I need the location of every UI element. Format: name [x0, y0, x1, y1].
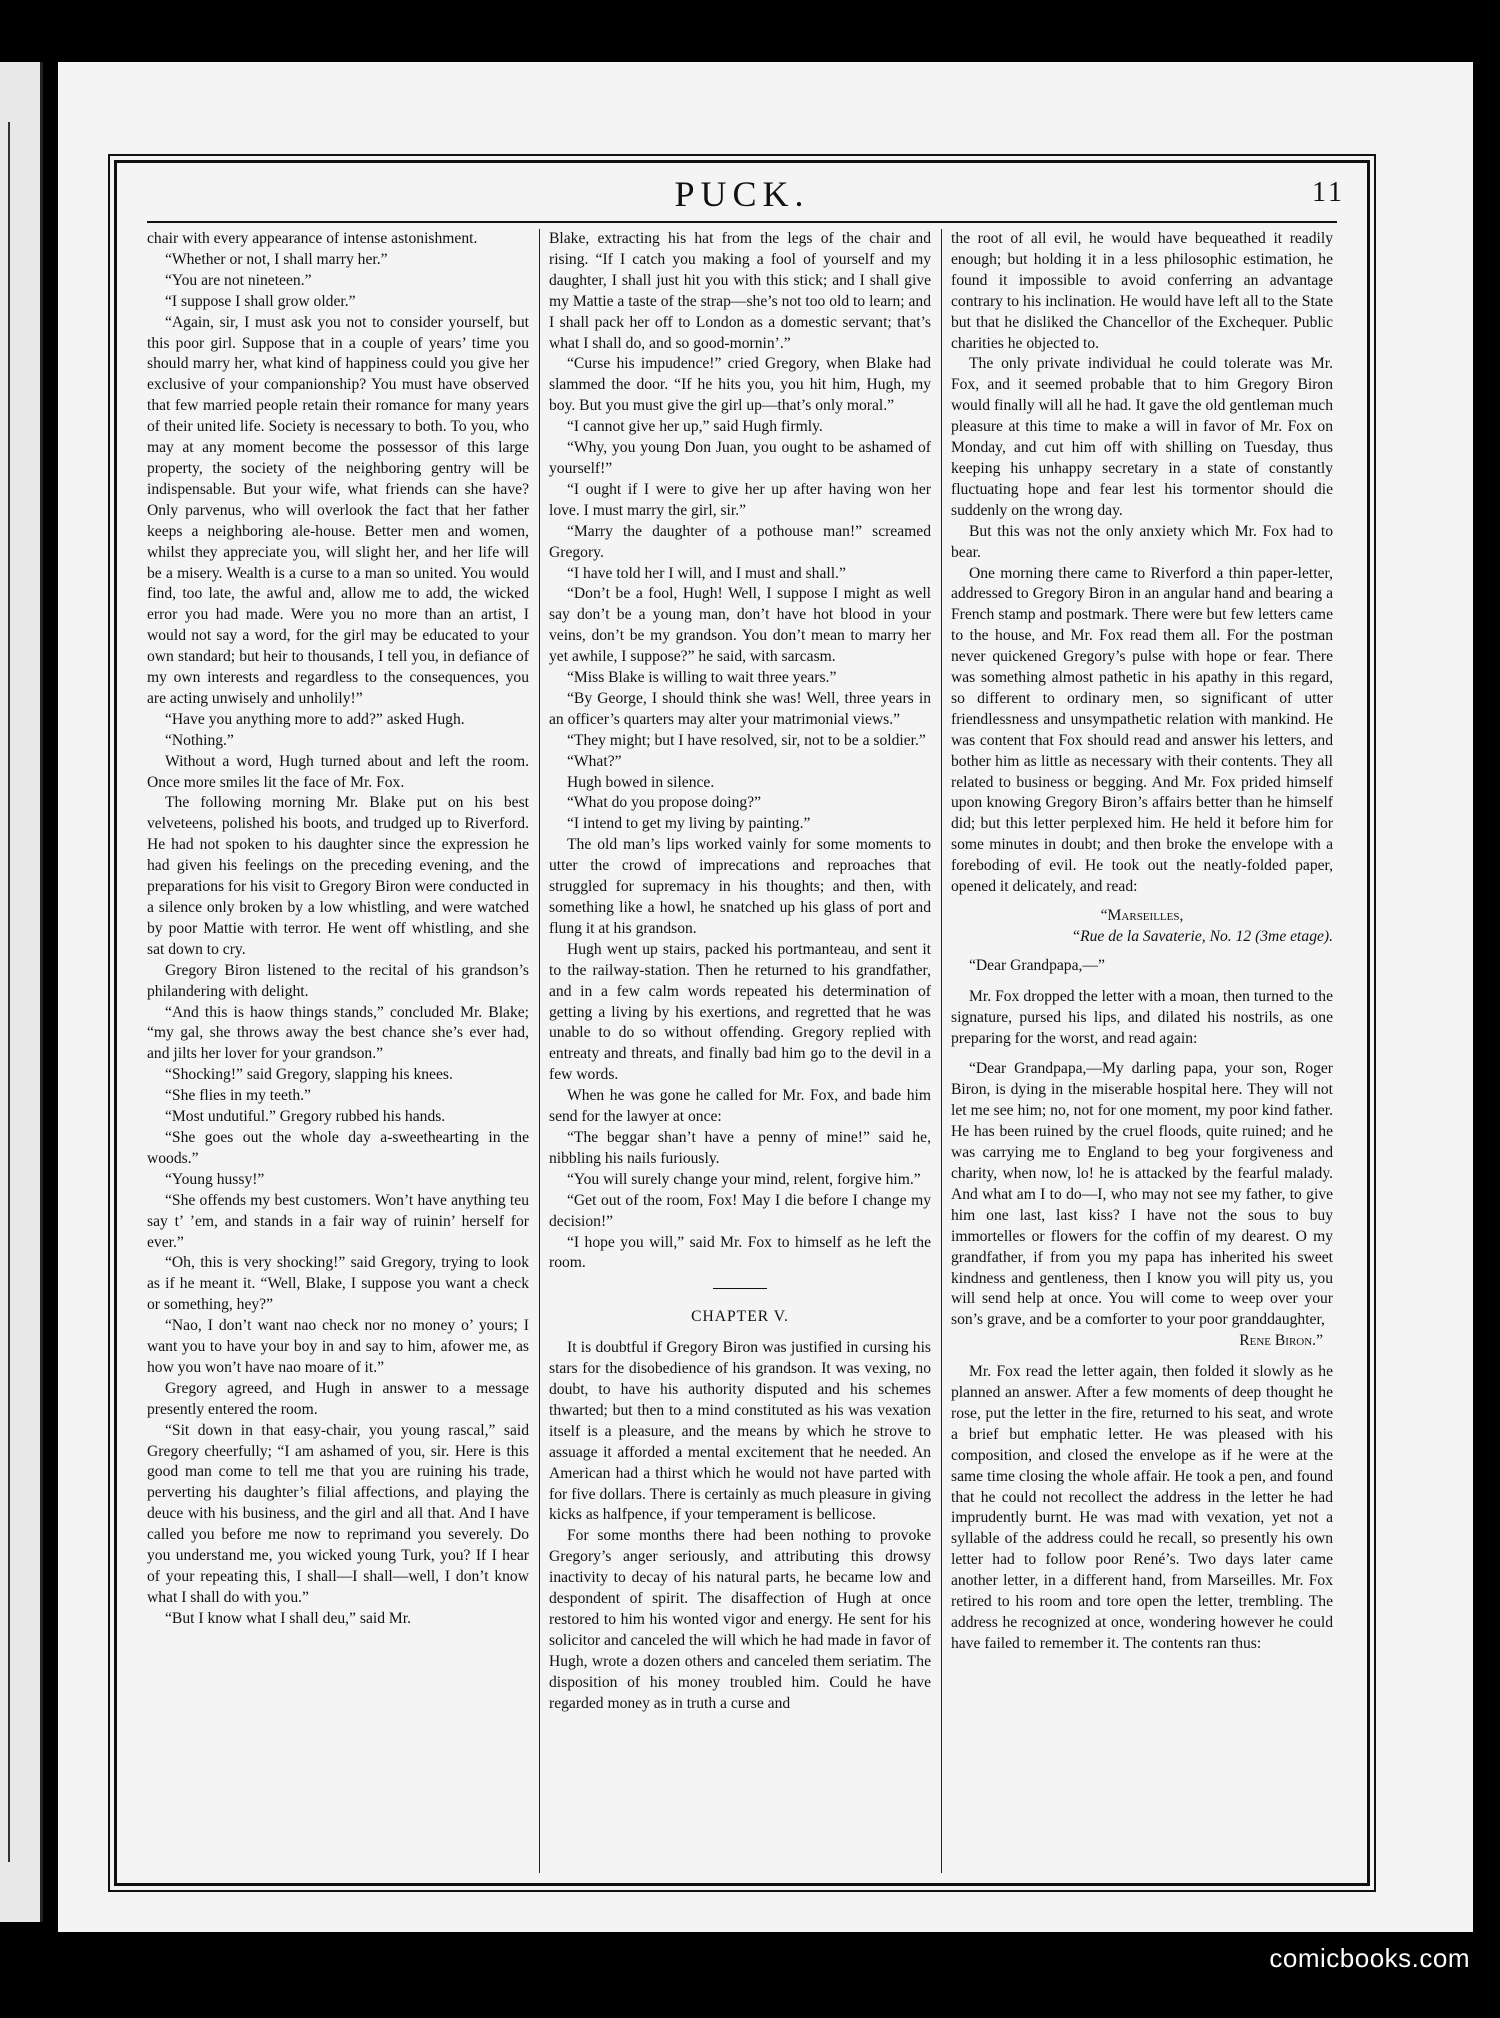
paragraph: “What do you propose doing?” — [567, 794, 762, 812]
paragraph: “You will surely change your mind, relent, forgive him.” — [567, 1170, 921, 1188]
paragraph: “Whether or not, I shall marry her.” — [165, 250, 388, 268]
paragraph: It is doubtful if Gregory Biron was justified in cursing his stars for the disobedience of his grandson. It was vexing, no doubt, to have his authority disputed and his schemes thwarted; but then to a mind constituted as his was vexation itself is a pleasure, and the means by which he strove to assuage it afforded a mental excitement that he needed. An American had a thirst which he would not have parted with for five dollars. There is certainly as much pleasure in giving kicks as halfpence, if your temperament is bellicose. — [549, 1339, 931, 1524]
paragraph: “Why, you young Don Juan, you ought to be ashamed of yourself!” — [549, 439, 931, 477]
paragraph: “I cannot give her up,” said Hugh firmly. — [567, 418, 823, 436]
letter-heading: “Marseilles, — [1100, 907, 1184, 924]
magazine-page — [58, 62, 1473, 1932]
paragraph: Gregory agreed, and Hugh in answer to a message presently entered the room. — [147, 1379, 529, 1418]
facing-page-edge — [0, 62, 43, 1922]
column-2 — [549, 229, 931, 1873]
paragraph: “She offends my best customers. Won’t have anything teu say t’ ’em, and stands in a fair way of ruinin’ herself for ever.” — [147, 1191, 529, 1251]
paragraph: “The beggar shan’t have a penny of mine!” said he, nibbling his nails furiously. — [549, 1128, 931, 1167]
paragraph: Mr. Fox read the letter again, then folded it slowly as he planned an answer. After a few moments of deep thought he rose, put the letter in the fire, returned to his seat, and wrote a brief but emphatic letter. He was pleased with his composition, and closed the envelope as if he were at the same time closing the whole affair. He took a pen, and found that he could not recollect the address in the letter he had imprudently burnt. He was mad with vexation, yet not a syllable of the address could he recall, so presently his own letter had to follow poor René’s. Two days later came another letter, in a different hand, from Marseilles. Mr. Fox retired to his room and tore open the letter, trembling. The address he recognized at once, wondering however he could have failed to remember it. The contents ran thus: — [951, 1363, 1333, 1652]
paragraph: “Oh, this is very shocking!” said Gregory, trying to look as if he meant it. “Well, Blake, I suppose you want a check or something, hey?” — [147, 1254, 529, 1314]
paragraph: “Nothing.” — [165, 731, 234, 749]
paragraph: Blake, extracting his hat from the legs of the chair and rising. “If I catch you making a fool of yourself and my daughter, I shall just hit you with this stick; and I shall give my Mattie a taste of the strap—she’s not too old to learn; and I shall pack her off to London as a domestic servant; that’s what I shall do, and so good-mornin’.” — [549, 230, 931, 352]
column-1 — [147, 229, 529, 1873]
letter-signature: Rene Biron.” — [1239, 1332, 1323, 1350]
paragraph: “I ought if I were to give her up after having won her love. I must marry the girl, sir.” — [549, 480, 931, 519]
paragraph: “Shocking!” said Gregory, slapping his knees. — [165, 1066, 453, 1084]
paragraph: “She goes out the whole day a-sweethearting in the woods.” — [147, 1128, 529, 1167]
column-divider — [941, 229, 942, 1873]
paragraph: For some months there had been nothing to provoke Gregory’s anger seriously, and attributing this drowsy inactivity to decay of his natural parts, he became low and despondent of spirit. The disaffection of Hugh at once restored to him his wonted vigor and energy. He sent for his solicitor and canceled the will which he had made in favor of Hugh, wrote a dozen others and canceled them seriatim. The disposition of his money troubled him. Could he have regarded money as in truth a curse and — [549, 1527, 931, 1712]
letter-body: “Dear Grandpapa,—My darling papa, your son, Roger Biron, is dying in the miserable hospital here. They will not let me see him; no, not for one moment, my poor kind father. He has been ruined by the cruel floods, quite ruined; and he was carrying me to England to beg your forgiveness and charity, when now, lo! he is attacked by the fearful malady. And what am I to do—I, who may not see my father, to give him one last, last kiss? I have not the sous to buy immortelles or flowers for the coffin of my dearest. O my grandfather, if from you my papa has inherited his sweet kindness and gentleness, then I know you will pity us, you will send help at once. You will come to weep over your son’s grave, and be a comforter to your poor granddaughter, — [951, 1060, 1333, 1329]
page-border — [114, 160, 1370, 1886]
column-3 — [951, 229, 1333, 1873]
paragraph: “Nao, I don’t want nao check nor no money o’ yours; I want you to have your boy in and say to him, afower me, as how you won’t have nao moare of it.” — [147, 1317, 529, 1376]
paragraph: “Again, sir, I must ask you not to consider yourself, but this poor girl. Suppose that in a couple of years’ time you should marry her, what kind of happiness could you give her exclusive of your companionship? You must have observed that few married people retain their romance for many years of their united life. Society is necessary to both. To you, who may at any moment become the possessor of this large property, the society of the neighboring gentry will be indispensable. But your wife, what friends can she have? Only parvenus, who will overlook the fact that her father keeps a neighboring ale-house. Better men and women, whilst they appreciate you, will slight her, and her life will be a misery. Wealth is a curse to a man so united. You would find, too late, the awful and, allow me to add, the wicked error you had made. Were you no more than an artist, I would not say a word, for the girl may be educated to your own standard; but heir to thousands, I tell you, in defiance of my own interests and regardless to the consequences, you are acting unwisely and unholily!” — [147, 313, 529, 707]
paragraph: “They might; but I have resolved, sir, not to be a soldier.” — [567, 731, 926, 749]
paragraph: “By George, I should think she was! Well, three years in an officer’s quarters may alter your matrimonial views.” — [549, 689, 931, 728]
paragraph: One morning there came to Riverford a thin paper-letter, addressed to Gregory Biron in an angular hand and bearing a French stamp and postmark. There were but few letters came to the house, and Mr. Fox read them all. For the postman never quickened Gregory’s pulse with hope or fear. There was something almost pathetic in his apathy in this regard, so different to ordinary men, so significant of utter friendlessness and unsympathetic relation with mankind. He was content that Fox should read and answer his letters, and bother him as little as necessary with their contents. They all related to business or begging. And Mr. Fox prided himself upon knowing Gregory Biron’s affairs better than he himself did; but this letter perplexed him. He held it before him for some minutes in doubt; and then broke the envelope with a foreboding of evil. He took out the neatly-folded paper, opened it delicately, and read: — [951, 564, 1333, 896]
paragraph: “Miss Blake is willing to wait three years.” — [567, 669, 837, 687]
paragraph: “Dear Grandpapa,—” — [969, 956, 1105, 974]
column-divider — [539, 229, 540, 1873]
section-divider — [713, 1288, 767, 1289]
paragraph: The following morning Mr. Blake put on his best velveteens, polished his boots, and trudged up to Riverford. He had not spoken to his daughter since the expression he had given his feelings on the preceding evening, and the preparations for his visit to Gregory Biron were conducted in a silence only broken by a low whistling, and were watched by poor Mattie with terror. He went off whistling, and she sat down to cry. — [147, 794, 529, 958]
paragraph: “But I know what I shall deu,” said Mr. — [165, 1609, 411, 1627]
paragraph: “Have you anything more to add?” asked Hugh. — [165, 710, 465, 728]
paragraph: “Marry the daughter of a pothouse man!” screamed Gregory. — [549, 522, 931, 561]
paragraph: “What?” — [567, 752, 622, 770]
paragraph: The old man’s lips worked vainly for some moments to utter the crowd of imprecations and reproaches that struggled for supremacy in his thoughts; and then, with something like a howl, he snatched up his glass of port and flung it at his grandson. — [549, 836, 931, 937]
header-rule — [147, 221, 1337, 223]
paragraph: The only private individual he could tolerate was Mr. Fox, and it seemed probable that to him Gregory Biron would finally will all he had. It gave the old gentleman much pleasure at this time to make a will in favor of Mr. Fox on Monday, and cut him off with shilling on Tuesday, thus keeping his unhappy secretary in a state of constantly fluctuating hope and fear lest his tormentor should die suddenly on the wrong day. — [951, 355, 1333, 519]
letter-address: “Rue de la Savaterie, No. 12 (3me etage). — [1071, 927, 1333, 945]
paragraph: “Sit down in that easy-chair, you young rascal,” said Gregory cheerfully; “I am ashamed of you, sir. Here is this good man come to tell me that you are ruining his trade, perverting his daughter’s filial affections, and playing the deuce with his business, and the girl and all that. And I have called you before me now to reprimand you severely. Do you understand me, you wicked young Turk, you? If I hear of your repeating this, I shall—I shall—well, I don’t know what I shall do with you.” — [147, 1421, 529, 1606]
masthead-title: PUCK. — [674, 174, 810, 214]
paragraph: “Young hussy!” — [165, 1170, 265, 1188]
paragraph: chair with every appearance of intense astonishment. — [147, 230, 478, 247]
paragraph: “I hope you will,” said Mr. Fox to himself as he left the room. — [549, 1233, 931, 1272]
paragraph: Hugh went up stairs, packed his portmanteau, and sent it to the railway-station. Then he returned to his grandfather, and in a few calm words repeated his determination of getting a living by his exertions, and regretted that he was unable to do so without offending. Gregory replied with entreaty and threats, and finally bad him go to the devil in a few words. — [549, 940, 931, 1084]
page-number: 11 — [1312, 177, 1345, 208]
text-columns — [147, 229, 1337, 1873]
paragraph: “I intend to get my living by painting.” — [567, 815, 811, 833]
paragraph: “I have told her I will, and I must and shall.” — [567, 564, 846, 582]
site-watermark: comicbooks.com — [1269, 1943, 1470, 1973]
paragraph: Mr. Fox dropped the letter with a moan, then turned to the signature, pursed his lips, and dilated his nostrils, as one preparing for the worst, and read again: — [951, 987, 1333, 1047]
paragraph: “Get out of the room, Fox! May I die before I change my decision!” — [549, 1191, 931, 1230]
chapter-heading: CHAPTER V. — [691, 1308, 789, 1326]
page-header — [117, 171, 1367, 215]
paragraph: “And this is haow things stands,” concluded Mr. Blake; “my gal, she throws away the best chance she’s ever had, and jilts her lover for your grandson.” — [147, 1003, 529, 1063]
paragraph: But this was not the only anxiety which Mr. Fox had to bear. — [951, 522, 1333, 561]
paragraph: “Curse his impudence!” cried Gregory, when Blake had slammed the door. “If he hits you, you hit him, Hugh, my boy. But you must give the girl up—that’s only moral.” — [549, 355, 931, 415]
paragraph: the root of all evil, he would have bequeathed it readily enough; but holding it in a less philosophic estimation, he found it impossible to avoid conferring an advantage contrary to his inclination. He would have left all to the State but that he disliked the Chancellor of the Exchequer. Public charities he objected to. — [951, 230, 1333, 352]
paragraph: Hugh bowed in silence. — [567, 773, 715, 791]
paragraph: “Most undutiful.” Gregory rubbed his hands. — [165, 1108, 446, 1126]
paragraph: Without a word, Hugh turned about and left the room. Once more smiles lit the face of Mr. Fox. — [147, 752, 529, 791]
paragraph: “You are not nineteen.” — [165, 271, 312, 289]
paragraph: When he was gone he called for Mr. Fox, and bade him send for the lawyer at once: — [549, 1087, 931, 1126]
paragraph: “I suppose I shall grow older.” — [165, 292, 356, 310]
paragraph: “Don’t be a fool, Hugh! Well, I suppose I might as well say don’t be a young man, don’t have hot blood in your veins, don’t be my grandson. You don’t mean to marry her yet awhile, I suppose?” he said, with sarcasm. — [549, 585, 931, 666]
paragraph: “She flies in my teeth.” — [165, 1087, 311, 1105]
paragraph: Gregory Biron listened to the recital of his grandson’s philandering with delight. — [147, 961, 529, 1000]
